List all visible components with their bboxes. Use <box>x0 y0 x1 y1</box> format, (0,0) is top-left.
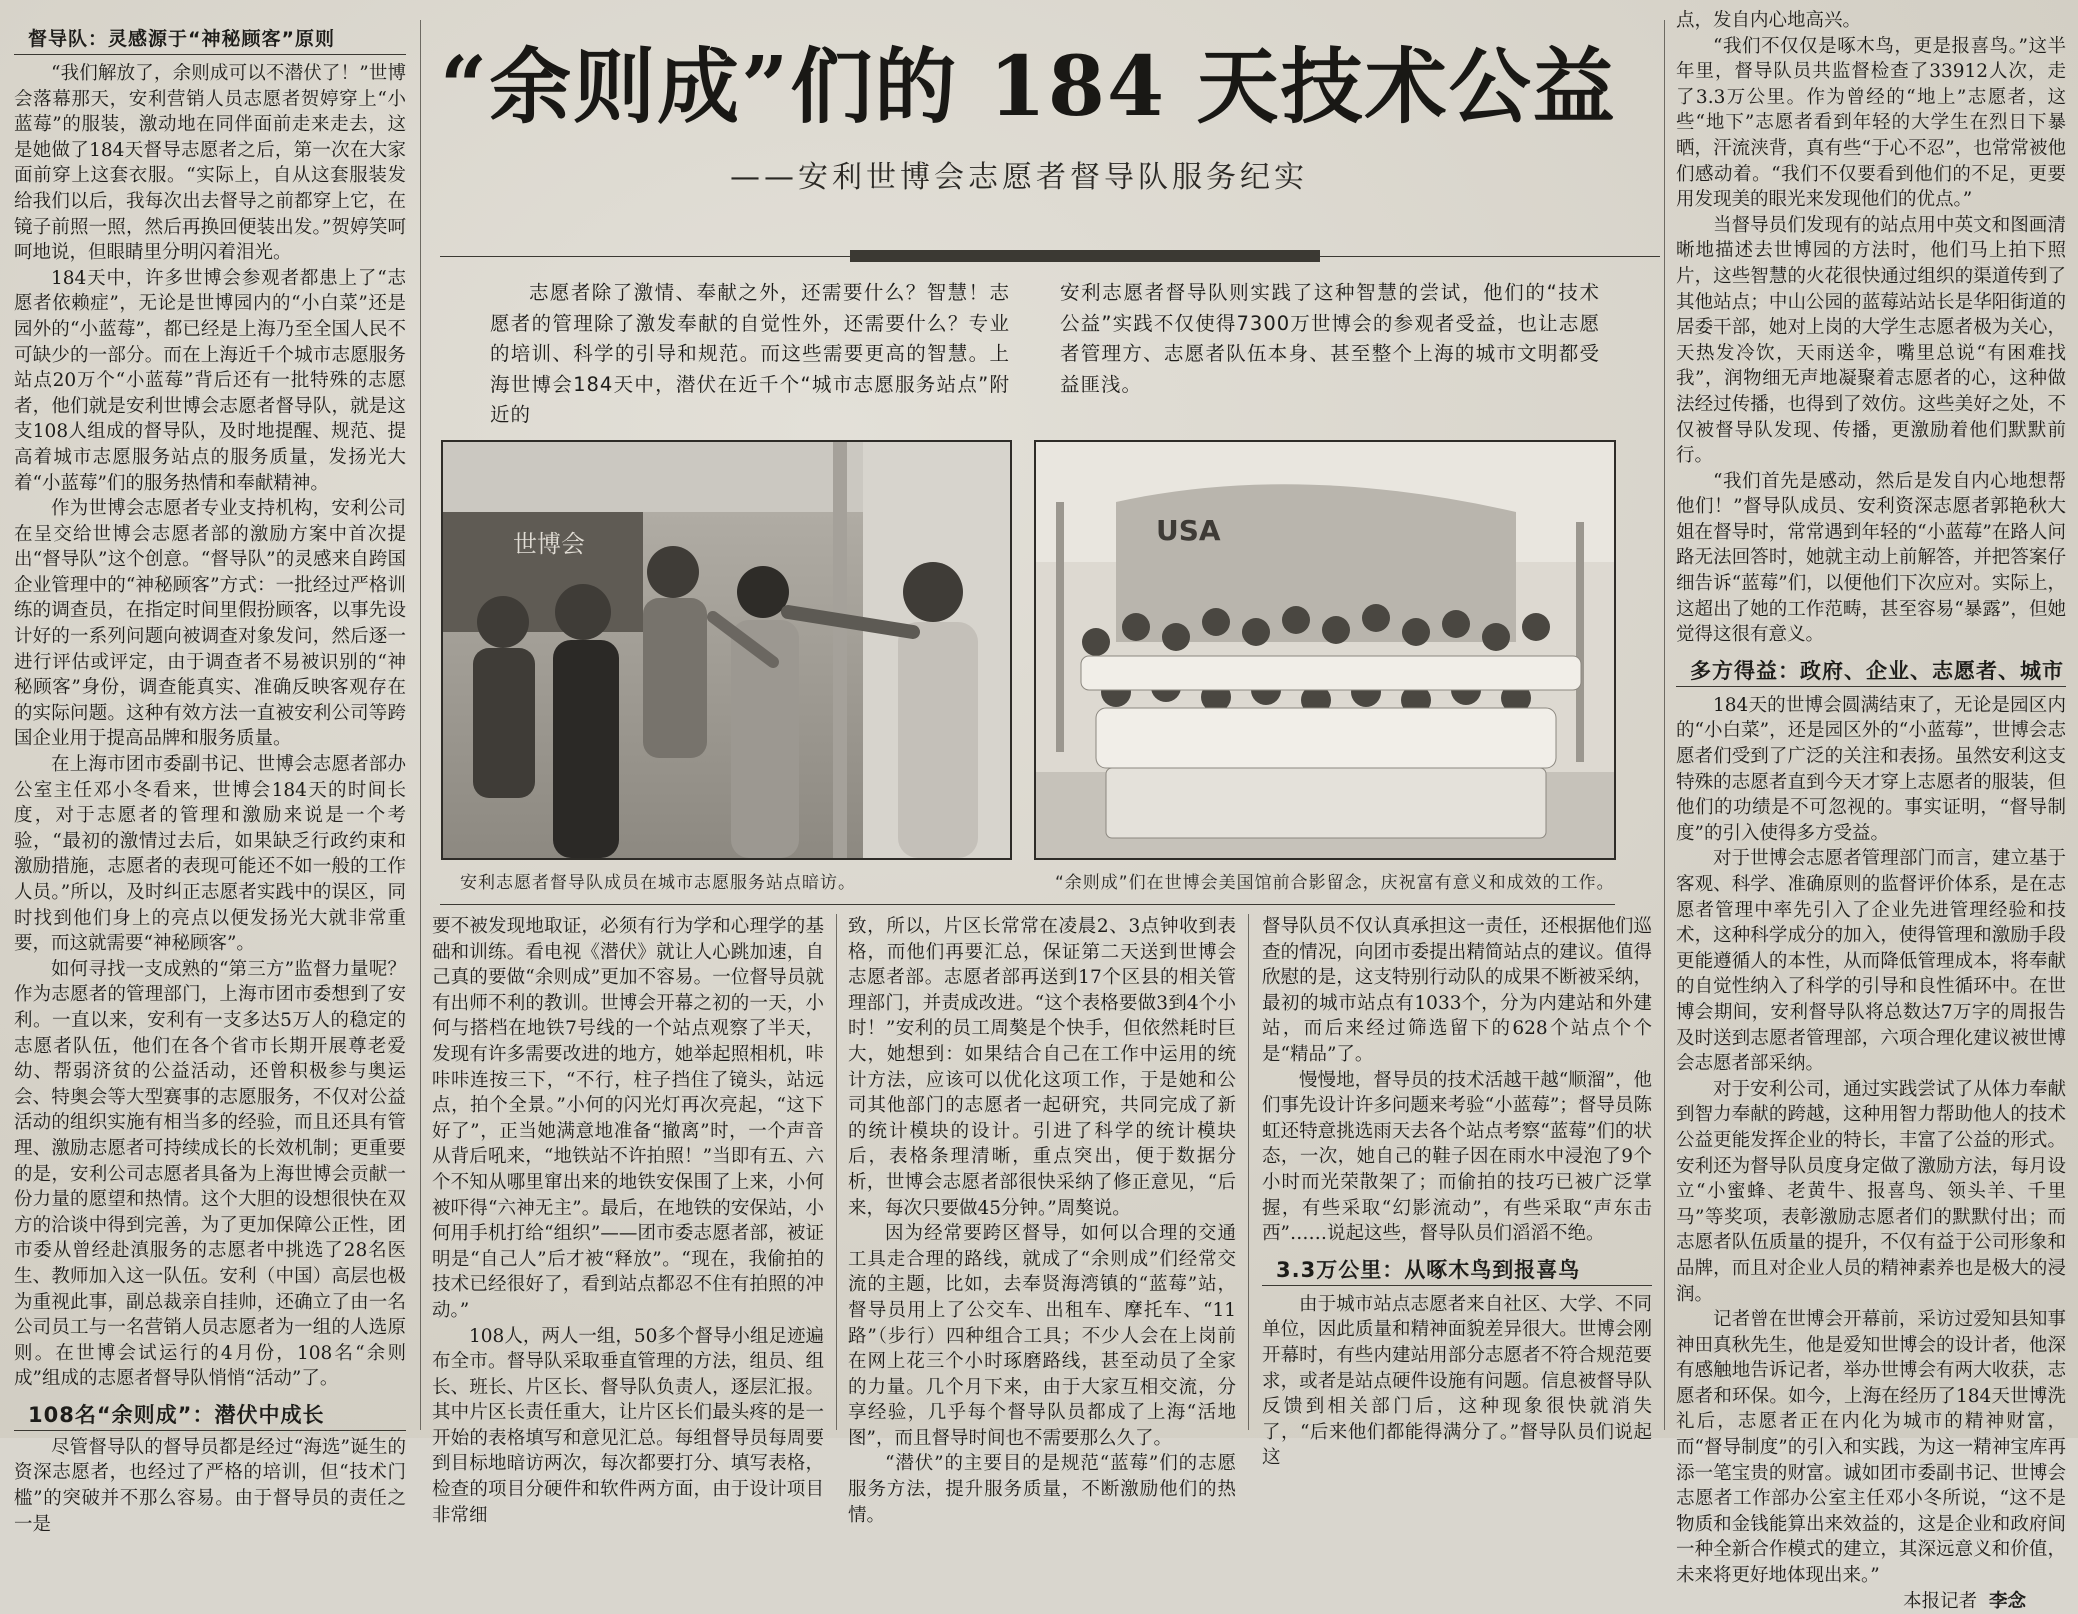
paragraph: 作为世博会志愿者专业支持机构，安利公司在呈交给世博会志愿者部的激励方案中首次提出“督导队”这个创意。“督导队”的灵感来自跨国企业管理中的“神秘顾客”方式：一批经过严格训练的调查员，在指定时间里假扮顾客，以事先设计好的一系列问题向被调查对象发问，然后逐一进行评估或评定，由于调查者不易被识别的“神秘顾客”身份，调查能真实、准确反映客观存在的实际问题。这种有效方法一直被安利公司等跨国企业用于提高品牌和服务质量。 <box>14 498 406 750</box>
column-divider <box>1664 20 1665 1430</box>
column-1 <box>14 22 406 1535</box>
paragraph: 尽管督导队的督导员都是经过“海选”诞生的资深志愿者，也经过了严格的培训，但“技术门槛”的突破并不那么容易。由于督导员的责任之一是 <box>14 1436 406 1535</box>
column-3 <box>848 914 1236 1526</box>
column-5 <box>1676 8 2066 1612</box>
paragraph: 督导队员不仅认真承担这一责任，还根据他们巡查的情况，向团市委提出精简站点的建议。值得欣慰的是，这支特别行动队的成果不断被采纳，最初的城市站点有1033个，分为内建站和外建站，而后来经过筛选留下的628个站点个个是“精品”了。 <box>1262 916 1652 1065</box>
column-divider <box>1248 914 1249 1430</box>
paragraph: 点，发自内心地高兴。 <box>1676 10 1862 31</box>
paragraph: 记者曾在世博会开幕前，采访过爱知县知事神田真秋先生，他是爱知世博会的设计者，他深有感触地告诉记者，举办世博会有两大收获，志愿者和环保。如今，上海在经历了184天世博洗礼后，志愿者正在内化为城市的精神财富，而“督导制度”的引入和实践，为这一精神宝库再添一笔宝贵的财富。诚如团市委副书记、世博会志愿者工作部办公室主任邓小冬所说，“这不是物质和金钱能算出来效益的，这是企业和政府间一种全新合作模式的建立，其深远意义和价值，未来将更好地体现出来。” <box>1676 1309 2066 1587</box>
photo-inspection-image <box>443 442 1010 858</box>
byline-name: 李念 <box>1988 1590 2026 1612</box>
paragraph: 如何寻找一支成熟的“第三方”监督力量呢？作为志愿者的管理部门，上海市团市委想到了安利。一直以来，安利有一支多达5万人的稳定的志愿者队伍，他们在各个省市长期开展尊老爱幼、帮弱济贫的公益活动，还曾积极参与奥运会、特奥会等大型赛事的志愿服务，不仅对公益活动的组织实施有相当多的经验，而且还具有管理、激励志愿者可持续成长的长效机制；更重要的是，安利公司志愿者具备为上海世博会贡献一份力量的愿望和热情。这个大胆的设想很快在双方的洽谈中得到完善，为了更加保障公正性，团市委从曾经赴滇服务的志愿者中挑选了28名医生、教师加入这一队伍。安利（中国）高层也极为重视此事，副总裁亲自挂帅，还确立了由一名公司员工与一名营销人员志愿者为一组的人选原则。在世博会试运行的4月份，108名“余则成”组成的志愿者督导队悄悄“活动”了。 <box>14 958 406 1390</box>
paragraph: “我们不仅仅是啄木鸟，更是报喜鸟。”这半年里，督导队员共监督检查了33912人次，走了3.3万公里。作为曾经的“地上”志愿者，这些“地下”志愿者看到年轻的大学生在烈日下暴晒，汗流浃背，真有些“于心不忍”，也常常被他们感动着。“我们不仅要看到他们的不足，更要用发现美的眼光来发现他们的优点。” <box>1676 35 2066 211</box>
column-4 <box>1262 914 1652 1469</box>
photo-volunteer-inspection <box>441 440 1012 860</box>
paragraph: “我们解放了，余则成可以不潜伏了！”世博会落幕那天，安利营销人员志愿者贺婷穿上“小蓝莓”的服装，激动地在同伴面前走来走去，这是她做了184天督导志愿者之后，第一次在大家面前穿上这套衣服。“实际上，自从这套服装发给我们以后，我每次出去督导之前都穿上它，在镜子前照一照，然后再换回便装出发。”贺婷笑呵呵地说，但眼睛里分明闪着泪光。 <box>14 63 406 264</box>
lead-right: 安利志愿者督导队则实践了这种智慧的尝试，他们的“技术公益”实践不仅使得7300万世博会的参观者受益，也让志愿者管理方、志愿者队伍本身、甚至整个上海的城市文明都受益匪浅。 <box>1060 281 1600 396</box>
paragraph: 108人，两人一组，50多个督导小组足迹遍布全市。督导队采取垂直管理的方法，组员、组长、班长、片区长、督导队负责人，逐层汇报。其中片区长责任重大，让片区长们最头疼的是一开始的表格填写和意见汇总。每组督导员每周要到目标地暗访两次，每次都要打分、填写表格，检查的项目分硬件和软件两方面，由于设计项目非常细 <box>432 1325 824 1526</box>
usa-sign: USA <box>1156 514 1221 547</box>
paragraph: 致，所以，片区长常常在凌晨2、3点钟收到表格，而他们再要汇总，保证第二天送到世博会志愿者部。志愿者部再送到17个区县的相关管理部门，并责成改进。“这个表格要做3到4个小时！”安利的员工周獒是个快手，但依然耗时巨大，她想到：如果结合自己在工作中运用的统计方法，应该可以优化这项工作，于是她和公司其他部门的志愿者一起研究，共同完成了新的统计模块的设计。引进了科学的统计模块后，表格条理清晰，重点突出，便于数据分析，世博会志愿者部很快采纳了修正意见，“后来，每次只要做45分钟。”周獒说。 <box>848 916 1236 1219</box>
paragraph: 当督导员们发现有的站点用中英文和图画清晰地描述去世博园的方法时，他们马上拍下照片，这些智慧的火花很快通过组织的渠道传到了其他站点；中山公园的蓝莓站站长是华阳街道的居委干部，她对上岗的大学生志愿者极为关心，天热发冷饮，天雨送伞，嘴里总说“有困难找我”，润物细无声地凝聚着志愿者的心，这种做法经过传播，也得到了效仿。这些美好之处，不仅被督导队发现、传播，更激励着他们默默前行。 <box>1676 214 2066 467</box>
headline: “余则成”们的 184 天技术公益 <box>440 39 1617 135</box>
paragraph: 因为经常要跨区督导，如何以合理的交通工具走合理的路线，就成了“余则成”们经常交流的主题，比如，去奉贤海湾镇的“蓝莓”站，督导员用上了公交车、出租车、摩托车、“11路”（步行）四种组合工具；不少人会在上岗前在网上花三个小时琢磨路线，甚至动员了全家的力量。几个月下来，由于大家互相交流，分享经验，几乎每个督导队员都成了上海“活地图”，而且督导时间也不需要那么久了。 <box>848 1223 1236 1449</box>
paragraph: 慢慢地，督导员的技术活越干越“顺溜”，他们事先设计许多问题来考验“小蓝莓”；督导员陈虹还特意挑选雨天去各个站点考察“蓝莓”们的状态，一次，她自己的鞋子因在雨水中浸泡了9个小时而光荣散架了；而偷拍的技巧已被广泛掌握，有些采取“幻影流动”，有些采取“声东击西”……说起这些，督导队员们滔滔不绝。 <box>1262 1069 1652 1245</box>
paragraph: 对于安利公司，通过实践尝试了从体力奉献到智力奉献的跨越，这种用智力帮助他人的技术公益更能发挥企业的特长，丰富了公益的形式。安利还为督导队员度身定做了激励方法，每月设立“小蜜蜂、老黄牛、报喜鸟、领头羊、千里马”等奖项，表彰激励志愿者们的默默付出；而志愿者队伍质量的提升，不仅有益于公司形象和品牌，而且对企业人员的精神素养也是极大的浸润。 <box>1676 1078 2066 1305</box>
section-heading-supervisors: 督导队：灵感源于“神秘顾客”原则 <box>14 24 406 55</box>
paragraph: “潜伏”的主要目的是规范“蓝莓”们的志愿服务方法，提升服务质量，不断激励他们的热情。 <box>848 1453 1236 1526</box>
photo-group-image <box>1036 442 1614 858</box>
photo-rule <box>440 904 1615 905</box>
byline <box>1676 1589 2066 1614</box>
paragraph: 要不被发现地取证，必须有行为学和心理学的基础和训练。看电视《潜伏》就让人心跳加速，自己真的要做“余则成”更加不容易。一位督导员就有出师不利的教训。世博会开幕之初的一天，小何与搭档在地铁7号线的一个站点观察了半天，发现有许多需要改进的地方，她举起照相机，咔咔咔连按三下，“不行，柱子挡住了镜头，站远点，拍个全景。”小何的闪光灯再次亮起，“这下好了”，正当她满意地准备“撤离”时，一个声音从背后吼来，“地铁站不许拍照！”当即有五、六个不知从哪里窜出来的地铁安保围了上来，小何被吓得“六神无主”。最后，在地铁的安保站，小何用手机打给“组织”——团市委志愿者部，被证明是“自己人”后才被“释放”。“现在，我偷拍的技术已经很好了，看到站点都忍不住有拍照的冲动。” <box>432 916 824 1321</box>
column-divider <box>420 20 421 1430</box>
section-heading-multi-benefit: 多方得益：政府、企业、志愿者、城市 <box>1676 656 2066 687</box>
paragraph: “我们首先是感动，然后是发自内心地想帮他们！”督导队成员、安利资深志愿者郭艳秋大姐在督导时，常常遇到年轻的“小蓝莓”在路人问路无法回答时，她就主动上前解答，并把答案仔细告诉“蓝莓”们，以便他们下次应对。实际上，这超出了她的工作范畴，甚至容易“暴露”，但她觉得这很有意义。 <box>1676 470 2066 646</box>
photo1-caption: 安利志愿者督导队成员在城市志愿服务站点暗访。 <box>460 873 856 893</box>
paragraph: 184天的世博会圆满结束了，无论是园区内的“小白菜”，还是园区外的“小蓝莓”，世博会志愿者们受到了广泛的关注和表扬。虽然安利这支特殊的志愿者直到今天才穿上志愿者的服装，但他们的功绩是不可忽视的。事实证明，“督导制度”的引入使得多方受益。 <box>1676 694 2066 844</box>
lead-left: 志愿者除了激情、奉献之外，还需要什么？智慧！志愿者的管理除了激发奉献的自觉性外，还需要什么？专业的培训、科学的引导和规范。而这些需要更高的智慧。上海世博会184天中，潜伏在近千个“城市志愿服务站点”附近的 <box>490 281 1010 426</box>
paragraph: 在上海市团市委副书记、世博会志愿者部办公室主任邓小冬看来，世博会184天的时间长度，对于志愿者的管理和激励来说是一个考验，“最初的激情过去后，如果缺乏行政约束和激励措施，志愿者的表现可能还不如一般的工作人员。”所以，及时纠正志愿者实践中的误区，同时找到他们身上的亮点以便发扬光大就非常重要，而这就需要“神秘顾客”。 <box>14 754 406 955</box>
paragraph: 184天中，许多世博会参观者都患上了“志愿者依赖症”，无论是世博园内的“小白菜”还是园外的“小蓝莓”，都已经是上海乃至全国人民不可缺少的一部分。而在上海近千个城市志愿服务站点20万个“小蓝莓”背后还有一批特殊的志愿者，他们就是安利世博会志愿者督导队，就是这支108人组成的督导队，及时地提醒、规范、提高着城市志愿服务站点的服务质量，发扬光大着“小蓝莓”们的服务热情和奉献精神。 <box>14 267 406 494</box>
byline-label: 本报记者 <box>1903 1590 1978 1612</box>
paragraph: 由于城市站点志愿者来自社区、大学、不同单位，因此质量和精神面貌差异很大。世博会刚开幕时，有些内建站用部分志愿者不符合规范要求，或者是站点硬件设施有问题。信息被督导队反馈到相关部门后，这种现象很快就消失了，“后来他们都能得满分了。”督导队员们说起这 <box>1262 1293 1652 1469</box>
paragraph: 对于世博会志愿者管理部门而言，建立基于客观、科学、准确原则的监督评价体系，是在志愿者管理中率先引入了企业先进管理经验和技术，这种科学成分的加入，使得管理和激励手段更能遵循人的本性，从而降低管理成本，将奉献的自觉性纳入了科学的引导和良性循环中。在世博会期间，安利督导队将总数达7万字的周报告及时送到志愿者管理部，六项合理化建议被世博会志愿者部采纳。 <box>1676 848 2066 1075</box>
section-heading-33: 3.3万公里：从啄木鸟到报喜鸟 <box>1262 1255 1652 1286</box>
sign-text: 世博会 <box>513 530 585 558</box>
photo-group-usa-pavilion <box>1034 440 1616 860</box>
title-rule-thin <box>440 256 1660 257</box>
section-heading-108: 108名“余则成”：潜伏中成长 <box>14 1400 406 1431</box>
photo2-caption: “余则成”们在世博会美国馆前合影留念，庆祝富有意义和成效的工作。 <box>1055 873 1615 893</box>
column-divider <box>836 914 837 1430</box>
column-2 <box>432 914 824 1526</box>
subheadline: ——安利世博会志愿者督导队服务纪实 <box>730 160 1308 195</box>
